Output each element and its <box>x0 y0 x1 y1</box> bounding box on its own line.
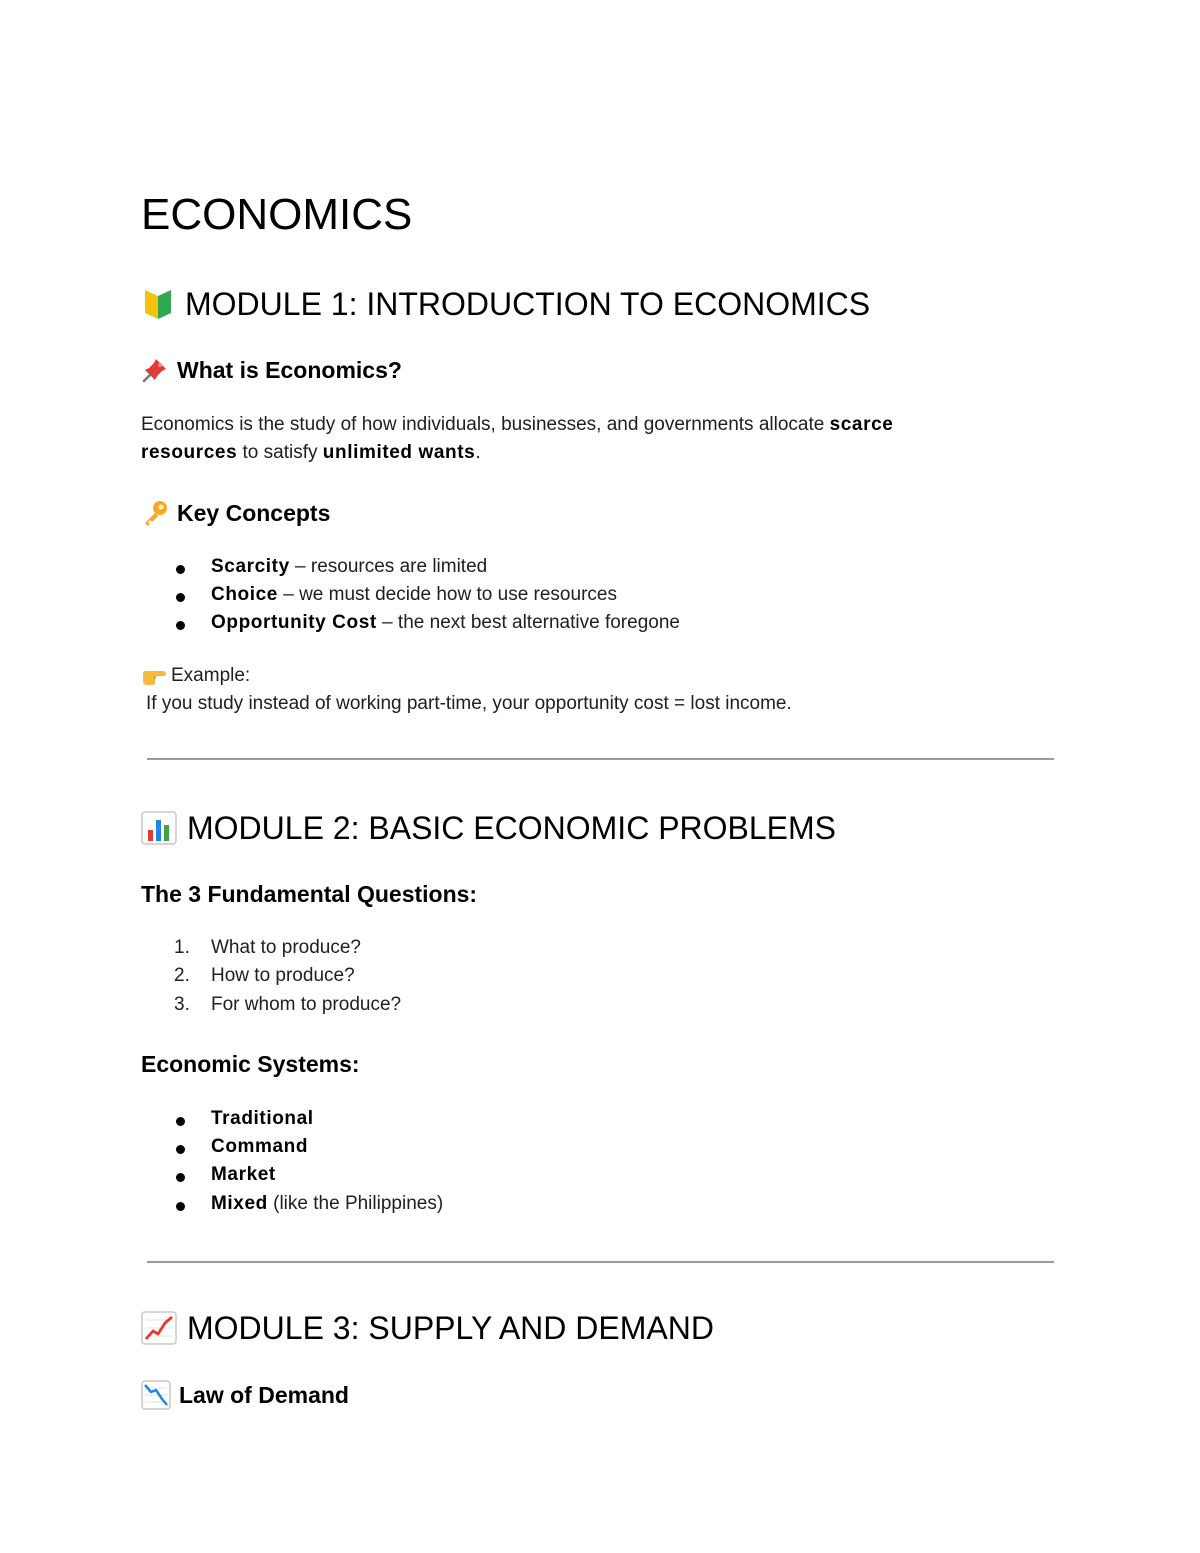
system-term: Mixed <box>211 1193 268 1214</box>
bullet-dot <box>176 621 185 630</box>
key-concepts-heading <box>141 498 330 528</box>
concept-term: Opportunity Cost <box>211 612 377 633</box>
law-of-demand-title: Law of Demand <box>179 1382 349 1408</box>
key-concepts-title: Key Concepts <box>177 500 331 526</box>
law-of-demand-heading <box>141 1380 349 1410</box>
list-number: 1. <box>174 937 190 958</box>
beginner-icon <box>141 287 175 321</box>
pointing-hand-icon <box>141 665 167 687</box>
system-term: Market <box>211 1164 276 1185</box>
system-desc: (like the Philippines) <box>267 1193 444 1214</box>
bullet-dot <box>176 1202 185 1211</box>
system-item-command <box>211 1133 308 1161</box>
definition-text-2: to satisfy <box>237 442 323 463</box>
key-icon <box>141 499 169 527</box>
module-3-heading <box>141 1308 714 1348</box>
economics-definition-line-1 <box>141 411 893 439</box>
document-title: ECONOMICS <box>141 190 413 239</box>
module-3-title: MODULE 3: SUPPLY AND DEMAND <box>187 1310 714 1346</box>
definition-text-1: Economics is the study of how individuals, businesses, and governments allocate <box>141 414 830 435</box>
bar-chart-icon <box>141 811 177 845</box>
system-term: Command <box>211 1136 309 1157</box>
section-divider <box>147 758 1054 760</box>
system-item-traditional <box>211 1105 314 1133</box>
list-number: 3. <box>174 994 190 1015</box>
question-item: What to produce? <box>211 937 361 958</box>
module-2-title: MODULE 2: BASIC ECONOMIC PROBLEMS <box>187 810 837 846</box>
question-item: How to produce? <box>211 965 355 986</box>
bullet-dot <box>176 593 185 602</box>
definition-text-3: . <box>475 442 481 463</box>
concept-desc: – resources are limited <box>289 556 488 577</box>
definition-bold-scarce: scarce <box>829 414 894 435</box>
system-item-mixed <box>211 1190 443 1218</box>
list-number: 2. <box>174 965 190 986</box>
concept-desc: – the next best alternative foregone <box>376 612 680 633</box>
concept-item-opportunity-cost <box>211 609 680 637</box>
economics-definition-line-2 <box>141 439 481 467</box>
chart-increasing-icon <box>141 1311 177 1345</box>
bullet-dot <box>176 565 185 574</box>
question-item: For whom to produce? <box>211 994 402 1015</box>
chart-decreasing-icon <box>141 1380 171 1410</box>
bullet-dot <box>176 1145 185 1154</box>
module-1-heading <box>141 284 870 324</box>
example-text: If you study instead of working part-time, your opportunity cost = lost income. <box>146 693 792 714</box>
example-label-row <box>141 662 250 690</box>
what-is-economics-title: What is Economics? <box>177 357 402 383</box>
definition-bold-resources: resources <box>141 442 238 463</box>
concept-term: Scarcity <box>211 556 290 577</box>
economic-systems-heading: Economic Systems: <box>141 1051 360 1077</box>
fundamental-questions-heading: The 3 Fundamental Questions: <box>141 881 478 907</box>
section-divider <box>147 1261 1054 1263</box>
module-2-heading <box>141 808 836 848</box>
what-is-economics-heading <box>141 355 402 385</box>
example-label: Example: <box>171 665 251 686</box>
pushpin-icon <box>141 356 169 384</box>
concept-desc: – we must decide how to use resources <box>277 584 617 605</box>
concept-item-scarcity <box>211 553 487 581</box>
bullet-dot <box>176 1173 185 1182</box>
module-1-title: MODULE 1: INTRODUCTION TO ECONOMICS <box>185 286 871 322</box>
concept-item-choice <box>211 581 617 609</box>
definition-bold-unlimited-wants: unlimited wants <box>322 442 476 463</box>
bullet-dot <box>176 1117 185 1126</box>
system-item-market <box>211 1161 276 1189</box>
concept-term: Choice <box>211 584 278 605</box>
system-term: Traditional <box>211 1108 314 1129</box>
